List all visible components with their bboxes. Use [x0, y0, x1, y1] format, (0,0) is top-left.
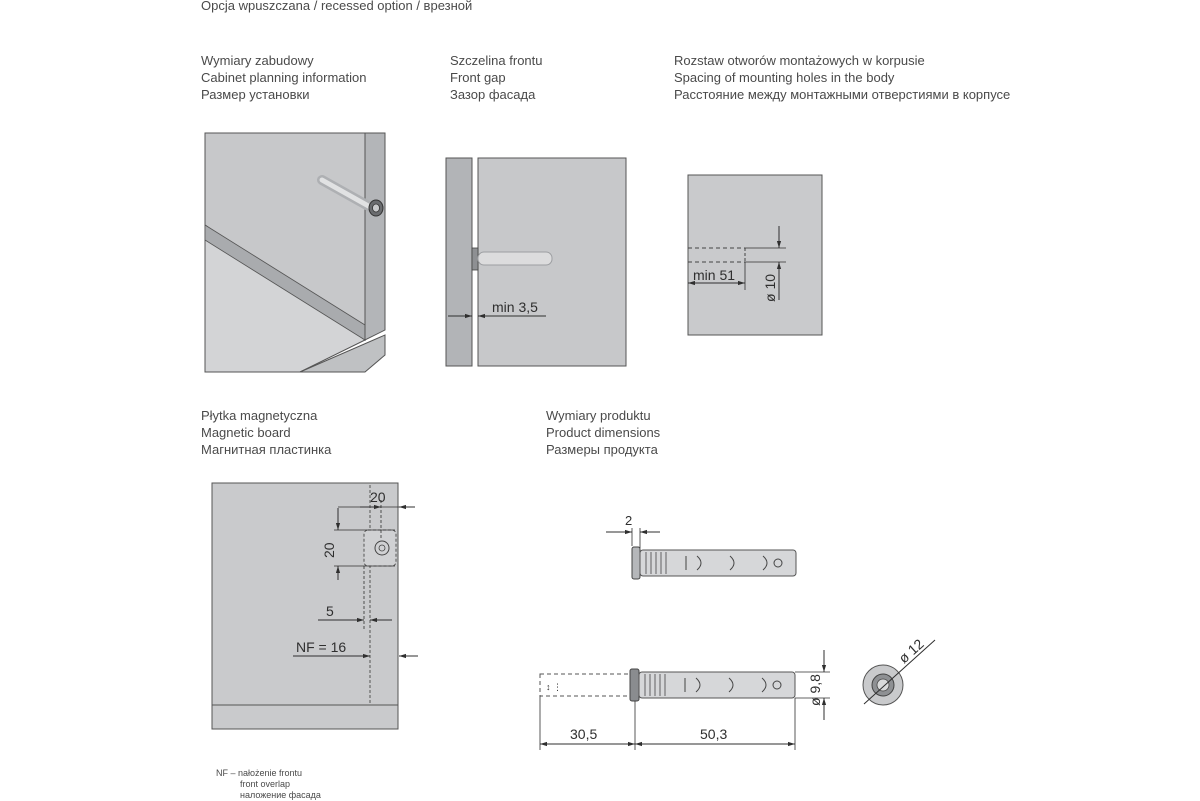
svg-text:↕ ⋮: ↕ ⋮ — [546, 682, 563, 692]
front-gap-dim: min 3,5 — [492, 299, 538, 315]
product-drawing-bottom — [540, 650, 830, 750]
cabinet-side-panel — [365, 133, 385, 340]
plate-offset-dim: 5 — [326, 603, 334, 619]
holes-drawing — [688, 175, 822, 335]
footnote-ru: наложение фасада — [240, 790, 321, 800]
cabinet-drawing — [205, 133, 385, 372]
magnetic-title-en: Magnetic board — [201, 425, 291, 440]
product-drawing-top — [606, 513, 796, 579]
holes-title-en: Spacing of mounting holes in the body — [674, 70, 895, 85]
footnote-en: front overlap — [240, 779, 291, 789]
latch-body — [478, 252, 552, 265]
latch-bezel-extended — [630, 669, 639, 701]
housing-diameter-dim: ø 9,8 — [807, 674, 823, 706]
cabinet-title-ru: Размер установки — [201, 87, 310, 102]
magnetic-drawing — [212, 483, 418, 729]
front-gap-title-ru: Зазор фасада — [450, 87, 536, 102]
plate-vertical-dim: 20 — [321, 542, 337, 558]
holes-title-ru: Расстояние между монтажными отверстиями в корпусе — [674, 87, 1011, 102]
footnote-pl: NF – nałożenie frontu — [216, 768, 303, 778]
front-overlap-dim: NF = 16 — [296, 639, 347, 655]
latch-bezel-side — [632, 547, 640, 579]
hole-depth-dim: min 51 — [693, 267, 736, 283]
bezel-diameter-dim: ø 12 — [895, 635, 927, 667]
magnetic-plate — [364, 530, 396, 566]
cabinet-title-pl: Wymiary zabudowy — [201, 53, 314, 68]
holes-title-pl: Rozstaw otworów montażowych w korpusie — [674, 53, 925, 68]
bezel-thickness-dim: 2 — [625, 513, 633, 528]
product-title-en: Product dimensions — [546, 425, 661, 440]
product-title-ru: Размеры продукта — [546, 442, 658, 457]
magnetic-title-ru: Магнитная пластинка — [201, 442, 332, 457]
body-panel — [688, 175, 822, 335]
front-gap-title-en: Front gap — [450, 70, 506, 85]
front-panel — [446, 158, 472, 366]
product-title-pl: Wymiary produktu — [546, 408, 651, 423]
front-gap-title-pl: Szczelina frontu — [450, 53, 543, 68]
plunger-length-dim: 30,5 — [570, 726, 598, 742]
plate-top-dim: 20 — [370, 489, 386, 505]
latch-housing — [640, 550, 796, 576]
hole-diameter-dim: ø 10 — [762, 273, 778, 302]
cabinet-title-en: Cabinet planning information — [201, 70, 367, 85]
latch-housing-extended — [639, 672, 795, 698]
magnetic-title-pl: Płytka magnetyczna — [201, 408, 318, 423]
housing-length-dim: 50,3 — [700, 726, 728, 742]
front-gap-drawing — [446, 158, 626, 366]
product-drawing-front — [863, 635, 935, 705]
latch-head — [472, 248, 478, 270]
page-subtitle: Opcja wpuszczana / recessed option / врезной — [201, 0, 473, 13]
